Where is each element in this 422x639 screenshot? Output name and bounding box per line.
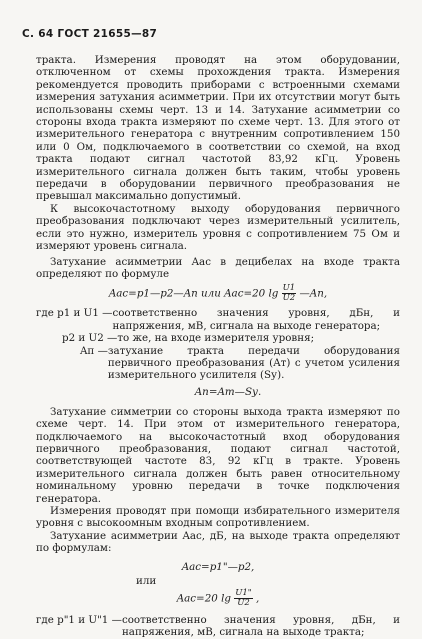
definition-2-text: то же, на входе измерителя уровня;: [117, 332, 315, 345]
formula-3: Aас=p1"—p2,: [181, 560, 255, 573]
paragraph-4: Затухание симметрии со стороны выхода тракта измеряют по схеме черт. 14. При этом от измерительного генератора, подключаемого на высокочастотный вход оборудования первичного преобразования, подают сигнал частотой, соответствующей частоте 83, 92 кГц в тракте. Уровень измерительного сигнала должен быть равен относительному номинальному уровню передачи в точке подключения генератора.: [36, 405, 400, 505]
paragraph-6: Затухание асимметрии Aас, дБ, на выходе тракта определяют по формулам:: [36, 529, 400, 555]
definition-1-text: соответственно значения уровня, дБн, и напряжения, мВ, сигнала на выходе генератора;: [112, 307, 400, 332]
paragraph-5: Измерения проводят при помощи избирательного измерителя уровня с высокоомным входным сопротивлением.: [36, 505, 400, 530]
formula-1-left: Aас=p1—p2—Aп или Aас=20 lg: [108, 287, 279, 300]
paragraph-1: тракта. Измерения проводят на этом оборудовании, отключенном от схемы прохождения тракта. Измерения рекомендуется проводить приборами с встроенными схемами измерения затухания асимметрии. При их отсутствии могут быть использованы схемы черт. 13 и 14. Затухание асимметрии со стороны входа тракта измеряют по схеме черт. 13. Для этого от измерительного генератора с внутренним сопротивлением 150 или 0 Ом, подключаемого в соответствии со схемой, на вход тракта подают сигнал частотой 83,92 кГц. Уровень измерительного сигнала должен быть таким, чтобы уровень передачи в оборудовании первичного преобразования не превышал максимально допустимый.: [36, 54, 400, 203]
formula-1-denominator: U2: [282, 293, 296, 304]
definition-2: [36, 332, 400, 344]
definition-4-text: соответственно значения уровня, дБн, и напряжения, мВ, сигнала на выходе тракта;: [121, 613, 400, 639]
definition-4-symbol: где p"1 и U"1 —: [36, 613, 122, 626]
formula-2: Aп=Aт—Sу.: [194, 385, 262, 398]
formula-1: [36, 284, 400, 303]
page-content: [36, 54, 400, 638]
formula-4-denominator: U2: [237, 597, 250, 608]
formula-1-fraction: [282, 284, 297, 303]
formula-4: [36, 589, 400, 608]
formula-1-right: —Aп,: [299, 287, 328, 300]
definition-3: [36, 345, 400, 382]
paragraph-2: К высокочастотному выходу оборудования первичного преобразования подключают через измерительный усилитель, если это нужно, измеритель уровня с сопротивлением 75 Ом и измеряют уровень сигнала.: [36, 202, 400, 253]
formula-1-numerator: U1: [282, 283, 296, 294]
definition-3-symbol: Aп —: [80, 344, 108, 357]
formula-4-numerator: U1": [235, 587, 252, 598]
definition-4: [36, 614, 400, 639]
page-header: С. 64 ГОСТ 21655—87: [22, 28, 158, 40]
formula-4-left: Aас=20 lg: [176, 592, 231, 605]
formula-or: или: [136, 574, 157, 587]
definition-3-text: затухание тракта передачи оборудования первичного преобразования (Aт) с учетом усиления измерительного усилителя (Sу).: [107, 344, 400, 382]
definition-2-symbol: p2 и U2 —: [62, 332, 118, 345]
paragraph-3: Затухание асимметрии Aас в децибелах на входе тракта определяют по формуле: [36, 255, 400, 280]
formula-4-fraction: [234, 589, 252, 608]
formula-4-right: ,: [256, 592, 260, 605]
definition-1-symbol: где p1 и U1 —: [36, 307, 113, 320]
definition-1: [36, 307, 400, 332]
